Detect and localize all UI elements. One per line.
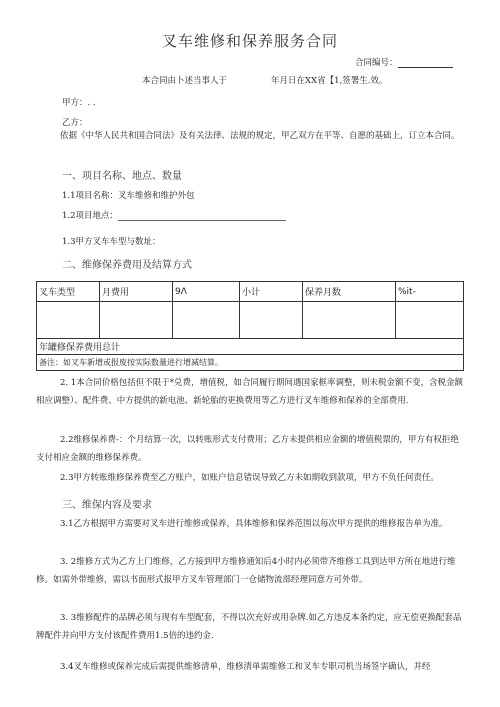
fee-table [36, 281, 464, 371]
clause-3-1: 3.1乙方根据甲方需要对叉车进行维修或保养，具体维修和保养范围以每次甲方提供的维修报告单为准。 [60, 519, 448, 529]
header-subtotal: 小计 [240, 282, 303, 302]
project-location-blank [118, 212, 286, 221]
project-location-label: 1.2项目地点： [62, 211, 119, 221]
header-maintenance-months: 保养月数 [303, 282, 396, 302]
clause-3-4: 3.4叉车维修或保养完成后需提供维修清单，维修清单需维修工和叉车专职司机当场签字确认，并经 [60, 662, 431, 672]
section1-item3: 1.3甲方叉车车型与数址： [62, 237, 161, 247]
contract-basis: 依据《中华人民共和国合同法》及有关法律、法规的规定，甲乙双方在平等、自愿的基础上，订立本合同。 [60, 131, 460, 141]
header-monthly-fee: 月费用 [100, 282, 173, 302]
fee-table-total-row [37, 339, 464, 355]
contract-title: 叉车维修和保养服务合同 [161, 32, 338, 50]
contract-number-blank [398, 59, 453, 68]
header-forklift-type: 叉车类型 [37, 282, 100, 302]
header-col6: %it- [396, 282, 464, 302]
intro-part2: 年月日在XX省【1,签署生.效。 [271, 76, 388, 86]
party-b: 乙方： [62, 118, 88, 128]
party-a: 甲方：. . [62, 98, 96, 108]
section1-item1: 1.1项目名称：叉车维修和维护外包 [62, 191, 195, 201]
fee-table-header [37, 282, 464, 302]
clause-2-3: 2.3甲方转账维修保养费至乙方账户，如账户信息错误导致乙方未如期收到款项，甲方不负任何责任。 [60, 473, 440, 483]
total-label: 年罐修保养费用总计 [37, 339, 464, 355]
clause-3-2: 3. 2维修方式为乙方上门维修，乙方接到甲方维修通知后4小时内必须带齐维修工具到达甲方所在地进行维修。如需外带维修，需以书面形式报甲方叉车管理部门一仓储物流部经理同意方可外带。 [36, 557, 456, 585]
clause-2-2: 2.2维修保养费-：个月结算一次，以转账形式支付费用；乙方未提供相应金额的增值税票的，甲方有权拒绝支付相应金额的维修保养费。 [36, 435, 459, 463]
section1-heading: 一、项目名称、地点、数量 [62, 171, 182, 182]
table-row [37, 302, 464, 339]
section2-heading: 二、维修保养费用及结算方式 [62, 260, 192, 271]
table-note: 备注：如叉车新增或报废按实际数量进行增减结算。 [37, 355, 464, 371]
section1-item2 [62, 209, 286, 221]
section3-heading: 三、维保内容及要求 [62, 500, 152, 511]
intro-part1: 本合同由卜述当事人于 [142, 76, 228, 86]
contract-number [355, 56, 453, 68]
intro-line [142, 74, 387, 86]
clause-2-1: 2. 1本合同价格包括但不限于*兑费，增值税，如合同履行期间遇国家框率调整，则未税金额不变，含税金额相应调整）、配件费、中方提供的新电池、新轮胎的更换费用等乙方进行叉车维修和保养的全部费用. [36, 378, 463, 406]
clause-3-3: 3. 3维修配件的品牌必须与现有车型配套，不得以次充好或用杂牌.如乙方违反本条约定，应无偿更换配套品牌配件并向甲方支付该配件费用1.5倍的违约金. [36, 613, 462, 641]
fee-table-note-row [37, 355, 464, 371]
contract-number-label: 合同编号： [355, 58, 398, 68]
header-col3: 9Λ [173, 282, 240, 302]
